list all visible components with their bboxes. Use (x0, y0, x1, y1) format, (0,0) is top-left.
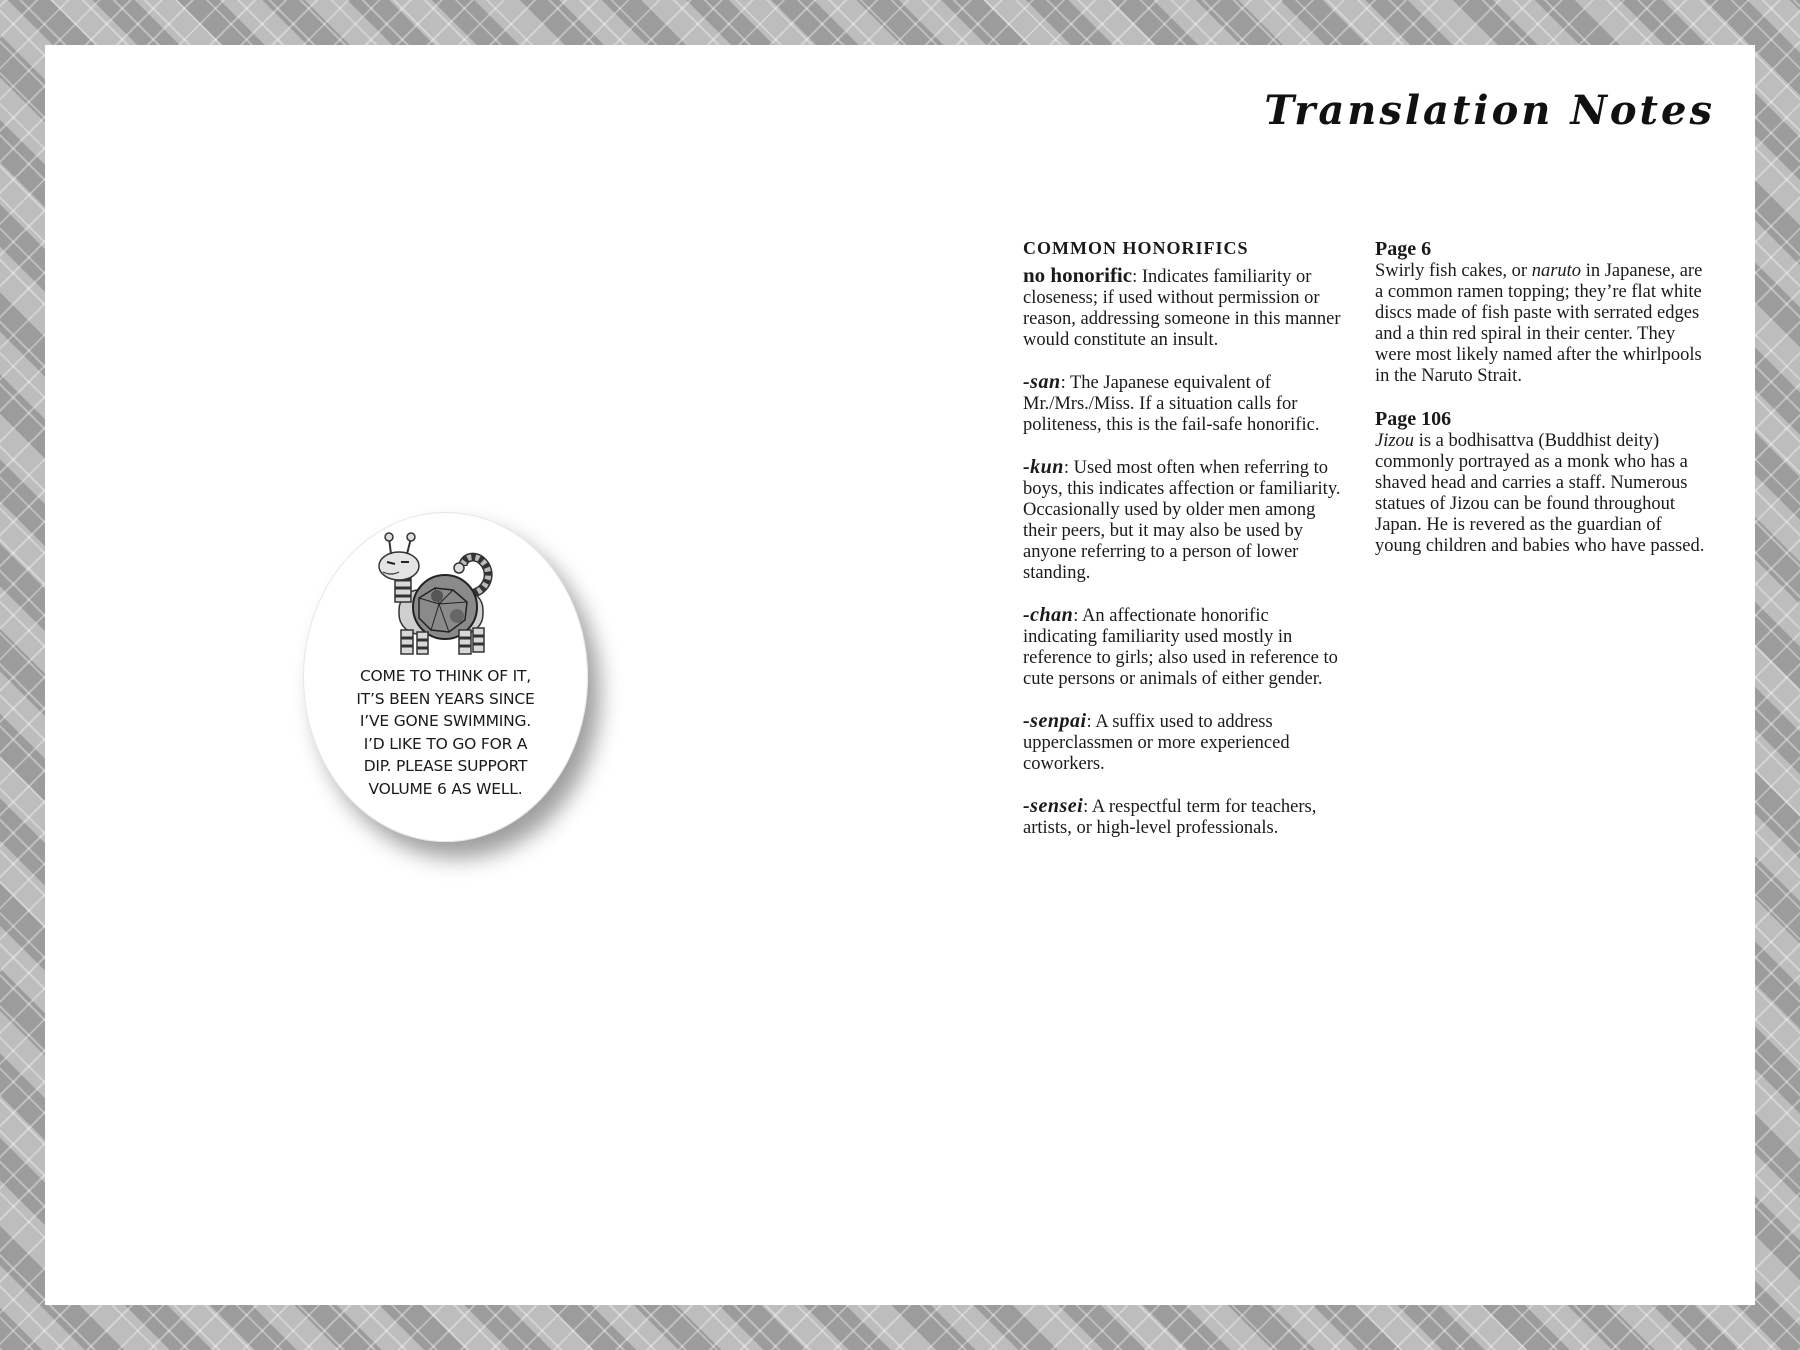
author-note-line: I’D LIKE TO GO FOR A (363, 734, 528, 753)
honorific-entry (1023, 711, 1343, 775)
honorific-definition: : A respectful term for teachers, artists, or high-level professionals. (1023, 797, 1317, 838)
author-note-line: COME TO THINK OF IT, (359, 667, 532, 685)
page-note-heading: Page 6 (1375, 238, 1432, 260)
honorific-entry (1023, 372, 1343, 436)
honorific-definition: : Indicates familiarity or closeness; if used without permission or reason, addressing someone in this manner would constitute an insult. (1023, 267, 1341, 350)
author-note-line: I’VE GONE SWIMMING. (359, 712, 532, 730)
author-note-line: VOLUME 6 AS WELL. (368, 779, 523, 798)
author-note-line: IT’S BEEN YEARS SINCE (356, 689, 535, 708)
honorific-definition: : A suffix used to address upperclassmen or more experienced coworkers. (1023, 712, 1290, 774)
striped-creature-illustration (375, 532, 505, 667)
honorific-term: -kun (1023, 456, 1064, 478)
honorific-term: -sensei (1023, 795, 1084, 817)
author-note-bubble (303, 512, 588, 842)
page-note (1375, 239, 1705, 387)
page-note-italic: Jizou (1375, 431, 1415, 451)
page-note-text: Swirly fish cakes, or (1375, 261, 1532, 281)
honorific-entry (1023, 457, 1343, 584)
honorific-term: no honorific (1023, 263, 1133, 287)
honorific-term: -chan (1023, 604, 1074, 626)
page-note-italic: naruto (1531, 261, 1582, 281)
page-title: Translation Notes (1264, 87, 1715, 134)
honorifics-heading: COMMON HONORIFICS (1023, 238, 1249, 258)
honorific-definition: : An affectionate honorific indicating familiarity used mostly in reference to girls; also used in reference to cute persons or animals of either gender. (1023, 606, 1338, 689)
author-note-text (303, 665, 588, 800)
honorific-entry (1023, 265, 1343, 351)
page-note-heading: Page 106 (1375, 408, 1452, 430)
page-note-text: is a bodhisattva (Buddhist deity) commonly portrayed as a monk who has a shaved head and carries a staff. Numerous statues of Jizou can be found throughout Japan. He is revered as the guardian of young children and babies who have passed. (1375, 431, 1705, 556)
honorific-entry (1023, 796, 1343, 839)
page-note (1375, 409, 1705, 557)
author-note-line: DIP. PLEASE SUPPORT (363, 757, 528, 775)
honorifics-column (1023, 238, 1343, 860)
honorific-definition: : Used most often when referring to boys, this indicates affection or familiarity. Occasionally used by older men among their peers, but it may also be used by anyone referring to a person of lower standing. (1023, 458, 1341, 583)
honorific-term: -senpai (1023, 710, 1087, 732)
honorific-term: -san (1023, 371, 1061, 393)
page-notes-column (1375, 239, 1705, 579)
honorific-entry (1023, 605, 1343, 690)
page (45, 45, 1755, 1305)
honorific-definition: : The Japanese equivalent of Mr./Mrs./Miss. If a situation calls for politeness, this is the fail-safe honorific. (1023, 373, 1320, 435)
page-note-text: in Japanese, are a common ramen topping; they’re flat white discs made of fish paste with serrated edges and a thin red spiral in their center. They were most likely named after the whirlpools in the Naruto Strait. (1375, 261, 1703, 386)
